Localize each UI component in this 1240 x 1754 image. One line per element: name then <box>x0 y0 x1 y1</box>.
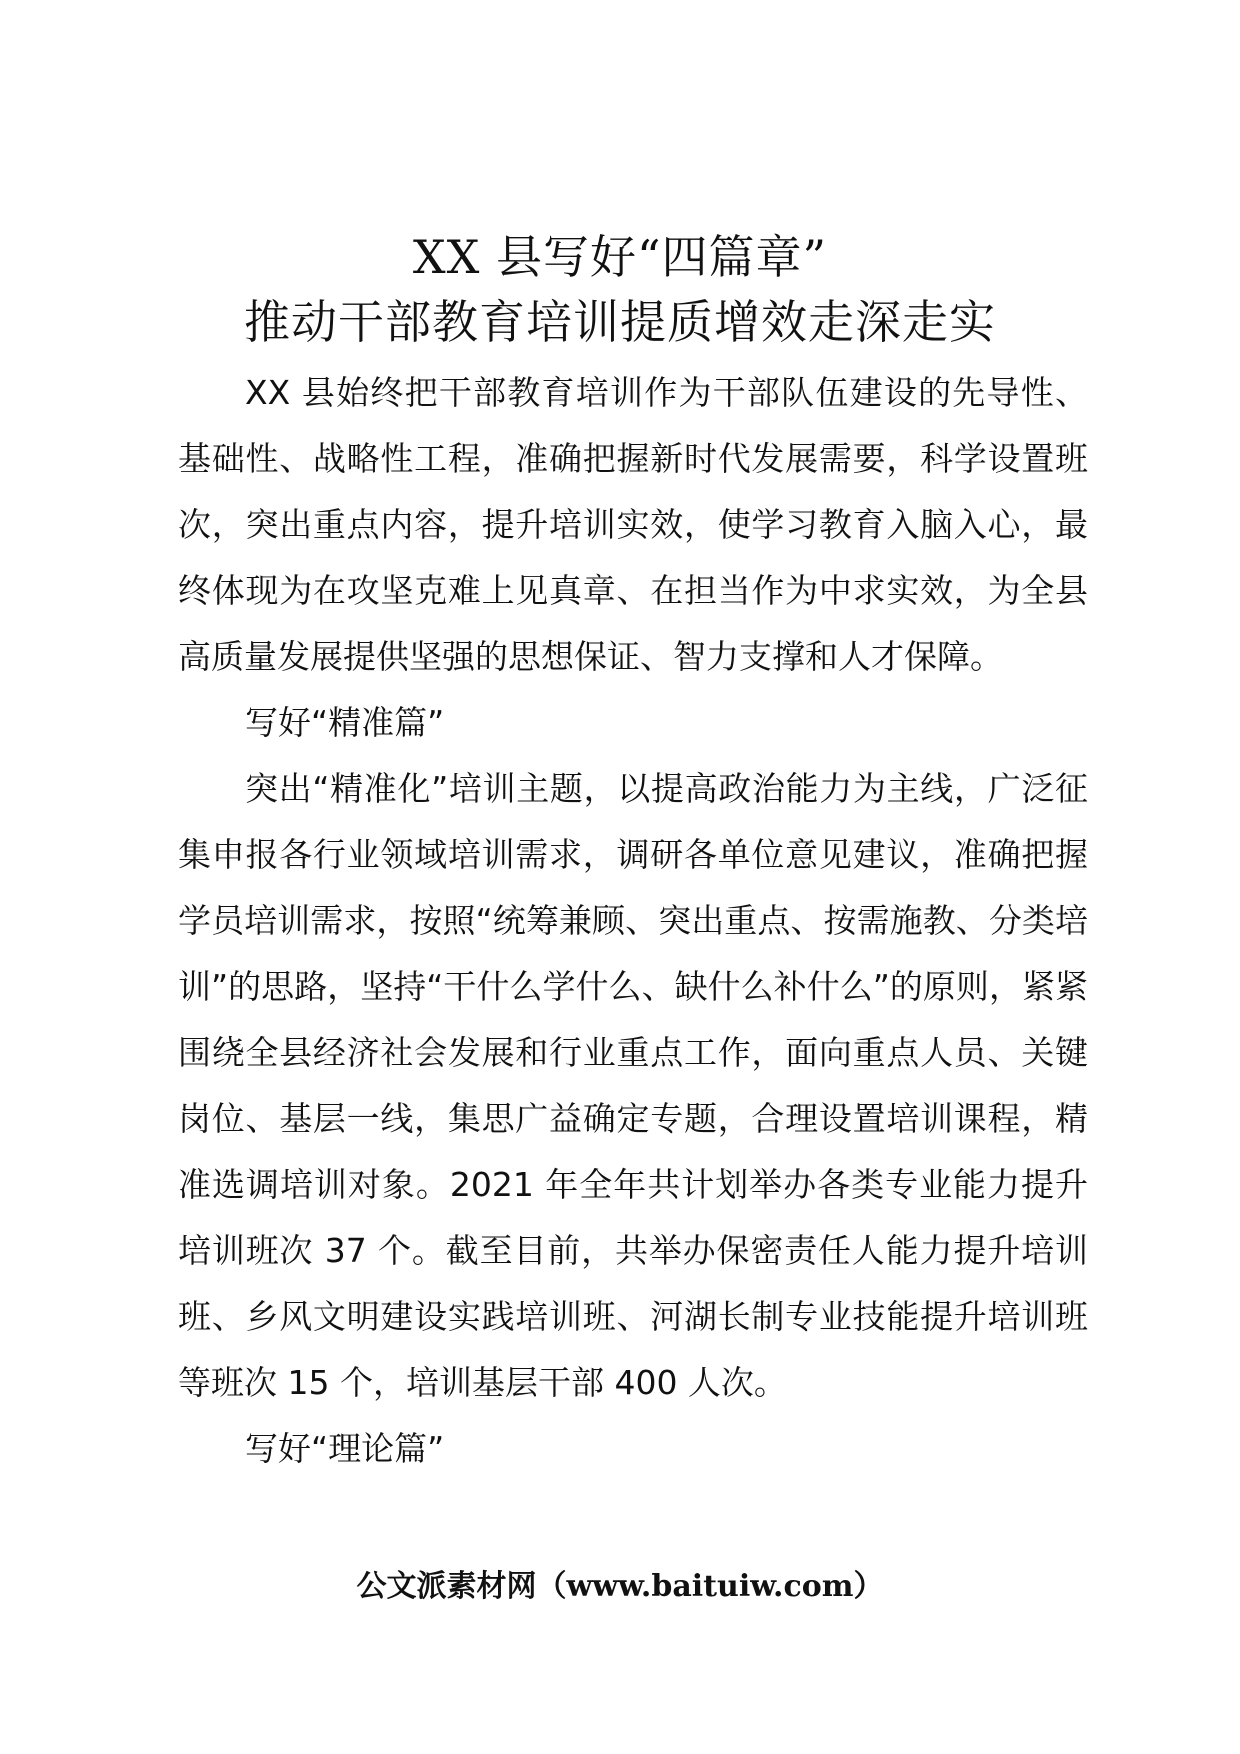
document-body <box>178 360 1088 1482</box>
precision-paragraph: 突出“精准化”培训主题，以提高政治能力为主线，广泛征集申报各行业领域培训需求，调研各单位意见建议，准确把握学员培训需求，按照“统筹兼顾、突出重点、按需施教、分类培训”的思路，坚持“干什么学什么、缺什么补什么”的原则，紧紧围绕全县经济社会发展和行业重点工作，面向重点人员、关键岗位、基层一线，集思广益确定专题，合理设置培训课程，精准选调培训对象。2021 年全年共计划举办各类专业能力提升培训班次 37 个。截至目前，共举办保密责任人能力提升培训班、乡风文明建设实践培训班、河湖长制专业技能提升培训班等班次 15 个，培训基层干部 400 人次。 <box>178 769 1088 1402</box>
document-title <box>0 228 1240 351</box>
intro-paragraph: XX 县始终把干部教育培训作为干部队伍建设的先导性、基础性、战略性工程，准确把握新时代发展需要，科学设置班次，突出重点内容，提升培训实效，使学习教育入脑入心，最终体现为在攻坚克难上见真章、在担当作为中求实效，为全县高质量发展提供坚强的思想保证、智力支撑和人才保障。 <box>178 373 1088 676</box>
footer-source: 公文派素材网（www.baituiw.com） <box>356 1569 884 1604</box>
title-line-2: 推动干部教育培训提质增效走深走实 <box>244 295 996 349</box>
title-line-1: XX 县写好“四篇章” <box>412 230 828 284</box>
section-heading-precision: 写好“精准篇” <box>245 703 445 742</box>
section-heading-theory: 写好“理论篇” <box>245 1429 445 1468</box>
